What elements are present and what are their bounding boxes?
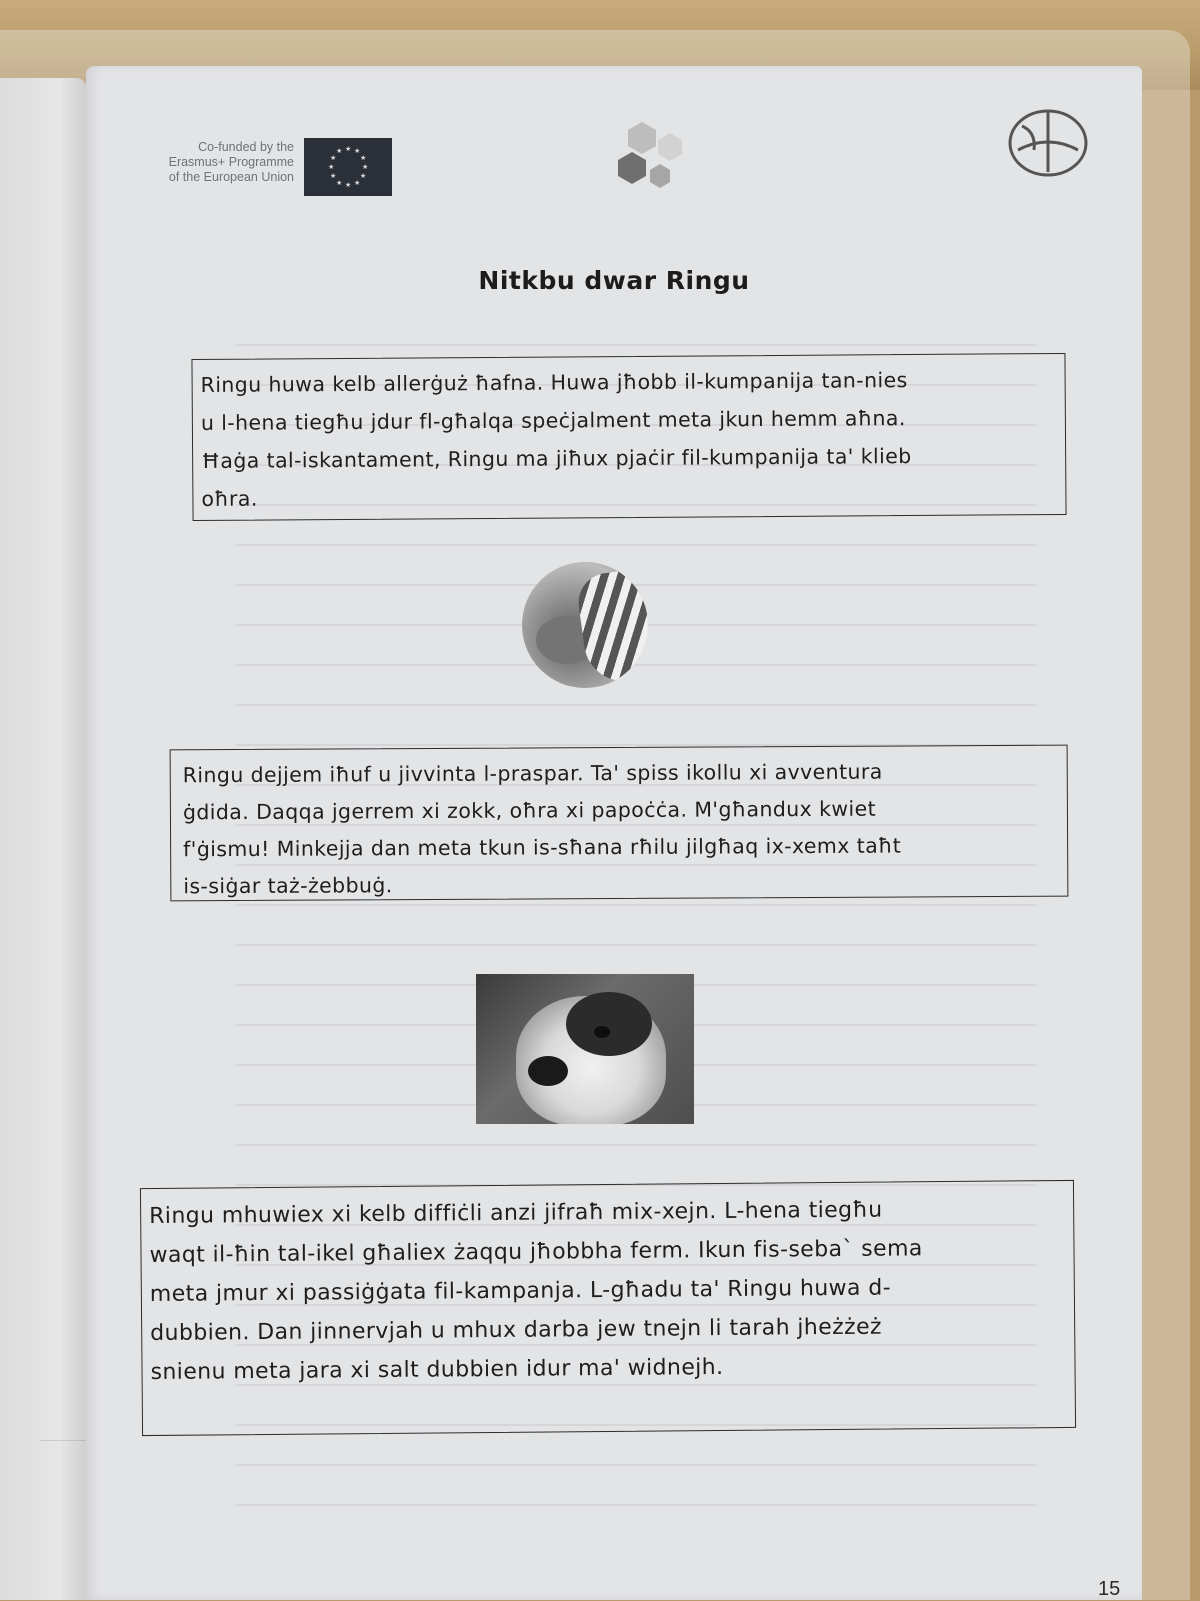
svg-text:★: ★ <box>345 181 352 189</box>
project-hexagon-logo <box>614 118 694 198</box>
photo-dog-eye-patch-shape <box>566 992 652 1056</box>
paragraph-2-line-3: f'ġismu! Minkejja dan meta tkun is-sħana rħilu jilgħaq ix-xemx taħt <box>183 833 902 862</box>
photo-striped-shirt-shape <box>575 568 648 687</box>
school-round-logo <box>1006 106 1090 180</box>
cofunded-line-3: of the European Union <box>168 170 294 184</box>
paragraph-1-line-3: Ħaġa tal-iskantament, Ringu ma jiħux pjaċir fil-kumpanija ta' klieb <box>201 444 912 473</box>
photo-dog-eye-shape <box>594 1026 610 1038</box>
paragraph-1-text <box>192 354 1065 518</box>
page-title: Nitkbu dwar Ringu <box>478 266 750 295</box>
eu-stars-icon <box>304 138 392 196</box>
dog-portrait-photo <box>476 974 694 1124</box>
svg-text:★: ★ <box>328 163 335 171</box>
svg-text:★: ★ <box>336 179 343 187</box>
paragraph-box-1 <box>191 353 1066 521</box>
svg-text:★: ★ <box>336 147 343 155</box>
page-number: 15 <box>1098 1578 1121 1600</box>
svg-text:★: ★ <box>330 154 337 162</box>
paragraph-2-line-4: is-siġar taż-żebbuġ. <box>183 873 393 899</box>
paragraph-1-line-1: Ringu huwa kelb allerġuż ħafna. Huwa jħobb il-kumpanija tan-nies <box>200 368 908 397</box>
svg-text:★: ★ <box>360 154 367 162</box>
worksheet-page <box>86 66 1142 1600</box>
photo-dog-nose-shape <box>528 1056 568 1086</box>
facing-page-edge <box>0 78 86 1600</box>
cofunded-line-2: Erasmus+ Programme <box>168 155 294 169</box>
paragraph-1-line-4: oħra. <box>201 486 258 511</box>
svg-text:★: ★ <box>345 145 352 153</box>
erasmus-cofunding-text <box>114 140 294 185</box>
paragraph-1-line-2: u l-hena tiegħu jdur fl-għalqa speċjalment meta jkun hemm aħna. <box>200 406 906 435</box>
eu-flag-logo <box>304 138 392 196</box>
paragraph-box-3 <box>140 1180 1076 1436</box>
paragraph-3-line-4: dubbien. Dan jinnervjah u mhux darba jew tnejn li tarah jheżżeż <box>150 1314 883 1346</box>
paragraph-3-line-1: Ringu mhuwiex xi kelb diffiċli anzi jifraħ mix-xejn. L-hena tiegħu <box>149 1197 883 1229</box>
paragraph-3-line-3: meta jmur xi passiġġata fil-kampanja. L-għadu ta' Ringu huwa d- <box>149 1275 892 1307</box>
child-hugging-dog-photo <box>522 562 648 688</box>
paragraph-3-line-5: snienu meta jara xi salt dubbien idur ma' widnejh. <box>150 1354 724 1385</box>
paragraph-3-text <box>141 1181 1075 1392</box>
svg-text:★: ★ <box>330 172 337 180</box>
svg-text:★: ★ <box>362 163 369 171</box>
paragraph-2-line-2: ġdida. Daqqa jgerrem xi zokk, oħra xi papoċċa. M'għandux kwiet <box>182 796 877 825</box>
paragraph-2-line-1: Ringu dejjem iħuf u jivvinta l-praspar. Ta' spiss ikollu xi avventura <box>182 759 883 788</box>
cofunded-line-1: Co-funded by the <box>198 140 294 154</box>
paragraph-box-2 <box>170 745 1069 902</box>
svg-text:★: ★ <box>354 147 361 155</box>
svg-text:★: ★ <box>360 172 367 180</box>
svg-text:★: ★ <box>354 179 361 187</box>
paragraph-2-text <box>171 746 1068 906</box>
paragraph-3-line-2: waqt il-ħin tal-ikel għaliex żaqqu jħobbha ferm. Ikun fis-seba` sema <box>149 1236 923 1268</box>
